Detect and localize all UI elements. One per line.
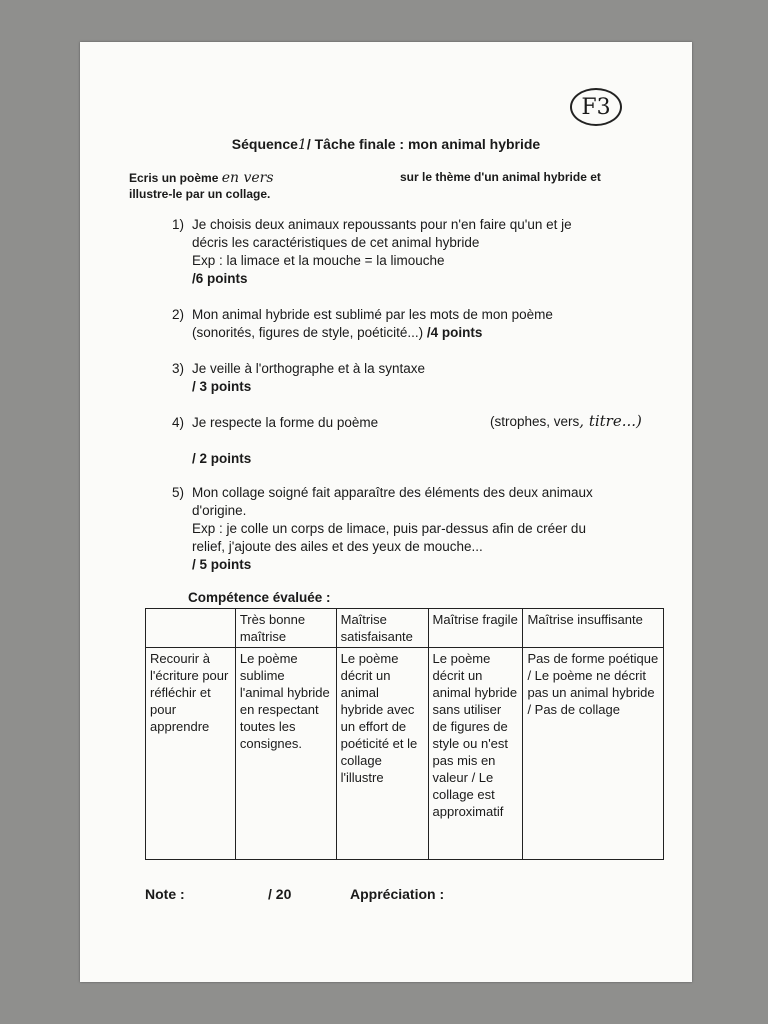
criterion-item-5 — [172, 484, 642, 574]
item-number: 5) — [172, 485, 185, 500]
appreciation-label: Appréciation : — [350, 886, 445, 902]
note-label: Note : — [145, 886, 185, 902]
item-points: / 5 points — [192, 557, 252, 572]
stamp-label: F3 — [570, 88, 622, 126]
title-suffix: Tâche finale : mon animal hybride — [314, 136, 541, 152]
item-number: 1) — [172, 217, 185, 232]
item-line: (sonorités, figures de style, poéticité...) — [192, 325, 424, 340]
table-cell: Le poème décrit un animal hybride avec un effort de poéticité et le collage l'illustre — [336, 648, 428, 860]
table-header-cell: Maîtrise fragile — [428, 609, 523, 648]
item-line: décris les caractéristiques de cet animal hybride — [192, 235, 480, 250]
aside-handwritten: , titre...) — [579, 412, 642, 430]
item-points: / 3 points — [192, 379, 252, 394]
item-line: Exp : la limace et la mouche = la limouche — [192, 253, 445, 268]
item-line: Je veille à l'orthographe et à la syntaxe — [192, 361, 425, 376]
competence-label: Compétence évaluée : — [188, 590, 331, 605]
table-cell: Le poème sublime l'animal hybride en respectant toutes les consignes. — [235, 648, 336, 860]
title-prefix: Séquence — [231, 136, 298, 152]
item-points: /6 points — [192, 271, 248, 286]
table-header-cell: Très bonne maîtrise — [235, 609, 336, 648]
table-cell: Recourir à l'écriture pour réfléchir et pour apprendre — [146, 648, 236, 860]
item-points: /4 points — [426, 325, 483, 340]
form-aside — [490, 412, 642, 430]
item-points: / 2 points — [192, 451, 252, 466]
criterion-item-3 — [172, 360, 642, 396]
intro-line2: illustre-le par un collage. — [129, 187, 271, 201]
table-header-cell: Maîtrise insuffisante — [523, 609, 664, 648]
intro-handwritten: en vers — [221, 170, 274, 186]
assessment-table — [145, 608, 664, 860]
criterion-item-1 — [172, 216, 642, 288]
intro-middle: sur le thème d'un animal hybride et — [400, 170, 601, 184]
item-line: Mon animal hybride est sublimé par les mots de mon poème — [192, 307, 553, 322]
table-header-row — [146, 609, 664, 648]
item-line: Je choisis deux animaux repoussants pour n'en faire qu'un et je — [192, 217, 572, 232]
aside-text: (strophes, vers — [490, 414, 580, 429]
intro-instruction — [129, 170, 274, 186]
table-cell: Pas de forme poétique / Le poème ne décrit pas un animal hybride / Pas de collage — [523, 648, 664, 860]
table-cell: Le poème décrit un animal hybride sans utiliser de figures de style ou n'est pas mis en valeur / Le collage est approximatif — [428, 648, 523, 860]
table-header-cell: Maîtrise satisfaisante — [336, 609, 428, 648]
item-line: Exp : je colle un corps de limace, puis par-dessus afin de créer du — [192, 521, 586, 536]
item-number: 4) — [172, 415, 185, 430]
page-title: Séquence1/ Tâche finale : mon animal hybride — [231, 136, 541, 153]
intro-prefix: Ecris un poème — [129, 171, 219, 185]
table-row — [146, 648, 664, 860]
item-line: Mon collage soigné fait apparaître des éléments des deux animaux — [192, 485, 593, 500]
worksheet-page — [80, 42, 692, 982]
item-number: 2) — [172, 307, 185, 322]
item-line: relief, j'ajoute des ailes et des yeux de mouche... — [192, 539, 483, 554]
item-number: 3) — [172, 361, 185, 376]
title-hand-number: 1 — [297, 137, 307, 153]
table-header-cell — [146, 609, 236, 648]
item-line: Je respecte la forme du poème — [192, 415, 379, 430]
item-line: d'origine. — [192, 503, 247, 518]
score-total: / 20 — [268, 886, 292, 902]
criterion-item-2 — [172, 306, 642, 342]
